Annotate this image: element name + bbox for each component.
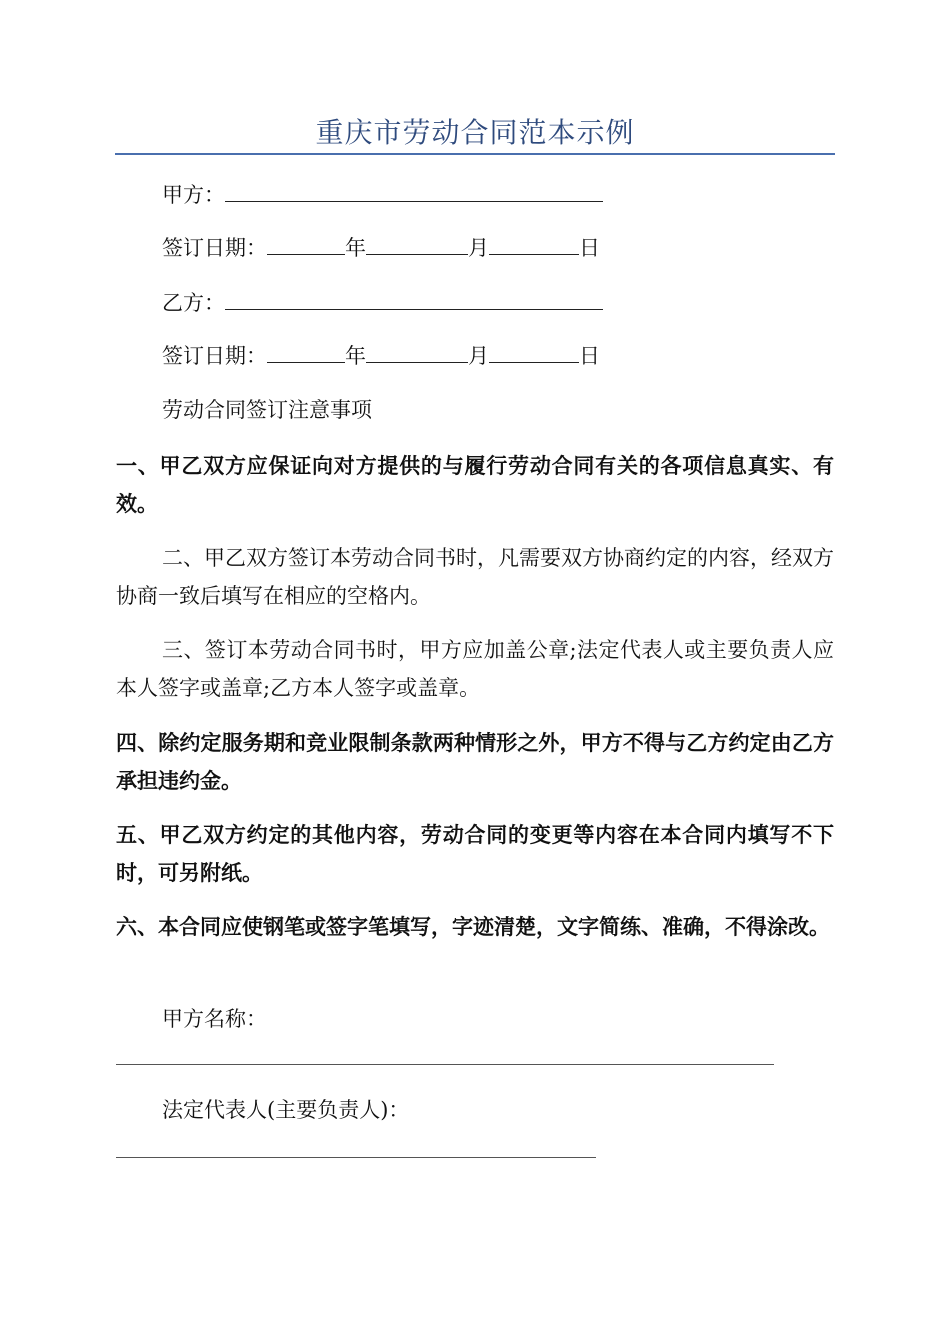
year-label-b: 年 — [345, 344, 366, 368]
legal-rep-blank — [116, 1157, 596, 1158]
sign-date-line-b — [162, 341, 600, 371]
day-label-b: 日 — [579, 344, 600, 368]
note-item-1: 一、甲乙双方应保证向对方提供的与履行劳动合同有关的各项信息真实、有效。 — [116, 454, 834, 516]
party-a-name-blank — [116, 1064, 774, 1065]
month-blank-a — [366, 234, 468, 255]
day-blank-b — [489, 342, 579, 363]
year-blank-a — [267, 234, 345, 255]
document-title: 重庆市劳动合同范本示例 — [315, 116, 635, 149]
year-label-a: 年 — [345, 236, 366, 260]
sign-date-line-a — [162, 233, 600, 263]
party-a-blank — [225, 181, 603, 202]
sign-date-label-a: 签订日期： — [162, 236, 267, 260]
party-a-label: 甲方： — [162, 183, 225, 207]
note-item-3: 三、签订本劳动合同书时，甲方应加盖公章;法定代表人或主要负责人应本人签字或盖章;乙方本人签字或盖章。 — [116, 638, 834, 700]
title-underline — [115, 153, 835, 155]
legal-rep-label: 法定代表人(主要负责人)： — [162, 1098, 410, 1122]
sign-date-label-b: 签订日期： — [162, 344, 267, 368]
note-item-4: 四、除约定服务期和竞业限制条款两种情形之外，甲方不得与乙方约定由乙方承担违约金。 — [116, 731, 834, 793]
notes-heading: 劳动合同签订注意事项 — [162, 398, 372, 422]
note-item-5: 五、甲乙双方约定的其他内容，劳动合同的变更等内容在本合同内填写不下时，可另附纸。 — [116, 823, 834, 885]
party-a-name-label: 甲方名称： — [162, 1007, 267, 1031]
party-b-blank — [225, 289, 603, 310]
month-blank-b — [366, 342, 468, 363]
month-label-a: 月 — [468, 236, 489, 260]
party-b-label: 乙方： — [162, 291, 225, 315]
month-label-b: 月 — [468, 344, 489, 368]
year-blank-b — [267, 342, 345, 363]
party-a-line — [162, 180, 603, 210]
note-item-2: 二、甲乙双方签订本劳动合同书时，凡需要双方协商约定的内容，经双方协商一致后填写在相应的空格内。 — [116, 546, 834, 608]
day-blank-a — [489, 234, 579, 255]
note-item-6: 六、本合同应使钢笔或签字笔填写，字迹清楚，文字简练、准确，不得涂改。 — [116, 915, 830, 939]
day-label-a: 日 — [579, 236, 600, 260]
party-b-line — [162, 288, 603, 318]
